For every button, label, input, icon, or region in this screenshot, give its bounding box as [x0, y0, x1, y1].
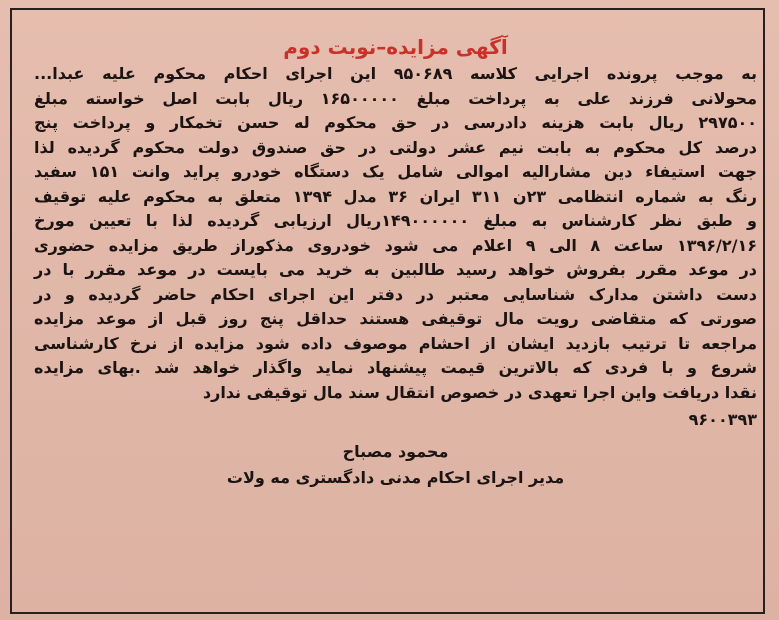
notice-title: آگهی مزایده–نوبت دوم — [283, 35, 508, 59]
notice-line: رنگ به شماره انتظامی ۲۳ن ۳۱۱ ایران ۳۶ مدل ۱۳۹۴ متعلق به محکوم علیه توقیف — [34, 186, 758, 206]
notice-line: صورتی که متقاضی رویت مال توقیفی هستند حداقل پنج روز قبل از موعد مزایده — [34, 309, 757, 328]
auction-notice — [34, 34, 757, 604]
signatory-title: مدیر اجرای احکام مدنی دادگستری مه ولات — [226, 468, 565, 487]
notice-line: شروع و با فردی که بالاترین قیمت پیشنهاد نماید واگذار خواهد شد .بهای مزایده — [34, 358, 757, 377]
notice-line: ۲۹۷۵۰۰ ریال بابت هزینه دادرسی در حق محکوم له حسن تخمکار و پرداخت پنج — [34, 113, 757, 132]
notice-line: به موجب پرونده اجرایی کلاسه ۹۵۰۶۸۹ این اجرای احکام محکوم علیه عبدا... — [34, 64, 757, 83]
notice-body — [34, 62, 757, 405]
notice-line: در موعد مقرر بفروش خواهد رسید طالبین به خرید می بایست در موعد مقرر با در — [34, 260, 757, 279]
signatory-name: محمود مصباح — [342, 442, 449, 461]
notice-line: ۱۳۹۶/۲/۱۶ ساعت ۸ الی ۹ اعلام می شود خودروی مذکوراز طریق مزایده حضوری — [34, 235, 757, 255]
notice-line: مراجعه تا ترتیب بازدید ایشان از احشام موصوف داده شود مزایده از نرخ کارشناسی — [34, 333, 757, 353]
notice-code: ۹۶۰۰۳۹۳ — [688, 410, 757, 429]
notice-line: جهت استیفاء دین مشارالیه اموالی شامل یک دستگاه خودرو پراید وانت ۱۵۱ سفید — [34, 162, 757, 181]
notice-line: نقدا دریافت واین اجرا تعهدی در خصوص انتقال سند مال توقیفی ندارد — [202, 382, 757, 402]
notice-line: دست داشتن مدارک شناسایی معتبر در دفتر این اجرای احکام حاضر گردیده و در — [34, 284, 757, 304]
top-divider — [62, 8, 717, 10]
notice-line: و طبق نظر کارشناس به مبلغ ۱۴۹۰۰۰۰۰۰ریال ارزیابی گردیده لذا با تعیین مورخ — [34, 211, 757, 230]
notice-line: محولانی فرزند علی به پرداخت مبلغ ۱۶۵۰۰۰۰۰ ریال بابت اصل خواسته مبلغ — [34, 88, 757, 108]
notice-line: درصد کل محکوم به بابت نیم عشر دولتی در حق صندوق دولت محکوم گردیده لذا — [34, 137, 757, 157]
